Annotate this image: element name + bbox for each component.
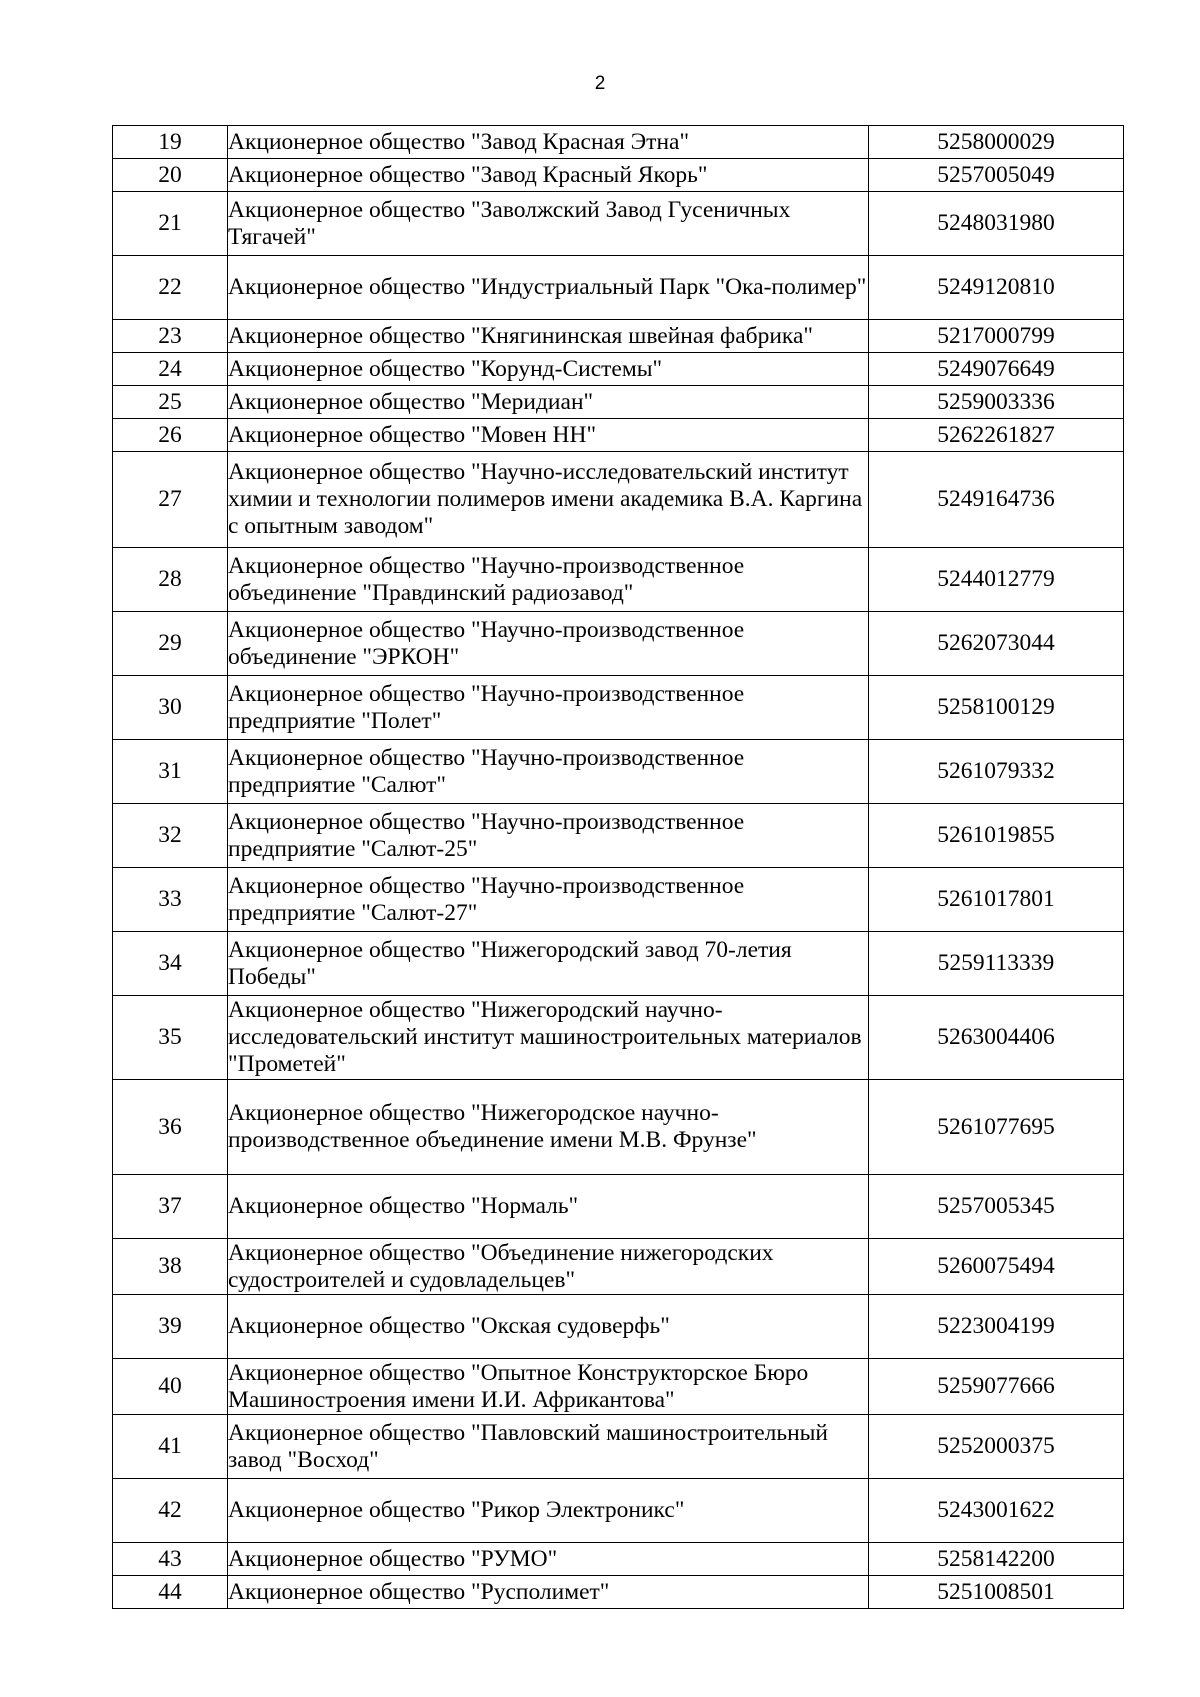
- organization-name-cell: Акционерное общество "Русполимет": [228, 1576, 869, 1609]
- row-number-cell: 37: [113, 1175, 228, 1239]
- table-row: [113, 740, 1124, 804]
- inn-cell: 5257005345: [869, 1175, 1124, 1239]
- inn-cell: 5258100129: [869, 676, 1124, 740]
- page-number: 2: [594, 73, 606, 94]
- organization-name-cell: Акционерное общество "Научно-производственное предприятие "Салют-27": [228, 868, 869, 932]
- table-row: [113, 126, 1124, 159]
- table-row: [113, 353, 1124, 386]
- inn-cell: 5249076649: [869, 353, 1124, 386]
- inn-cell: 5258000029: [869, 126, 1124, 159]
- row-number-cell: 35: [113, 996, 228, 1080]
- inn-cell: 5261077695: [869, 1080, 1124, 1175]
- row-number-cell: 27: [113, 452, 228, 548]
- inn-cell: 5223004199: [869, 1295, 1124, 1359]
- inn-cell: 5252000375: [869, 1415, 1124, 1479]
- table-row: [113, 1359, 1124, 1415]
- row-number-cell: 20: [113, 159, 228, 192]
- row-number-cell: 21: [113, 192, 228, 256]
- table-row: [113, 1543, 1124, 1576]
- table-row: [113, 1295, 1124, 1359]
- organization-name-cell: Акционерное общество "Мовен НН": [228, 419, 869, 452]
- inn-cell: 5259077666: [869, 1359, 1124, 1415]
- inn-cell: 5259003336: [869, 386, 1124, 419]
- table-row: [113, 159, 1124, 192]
- row-number-cell: 31: [113, 740, 228, 804]
- row-number-cell: 19: [113, 126, 228, 159]
- row-number-cell: 25: [113, 386, 228, 419]
- table-row: [113, 548, 1124, 612]
- row-number-cell: 34: [113, 932, 228, 996]
- inn-cell: 5243001622: [869, 1479, 1124, 1543]
- row-number-cell: 39: [113, 1295, 228, 1359]
- table-row: [113, 804, 1124, 868]
- table-row: [113, 1239, 1124, 1295]
- table-row: [113, 996, 1124, 1080]
- row-number-cell: 24: [113, 353, 228, 386]
- organization-name-cell: Акционерное общество "Научно-производственное объединение "ЭРКОН": [228, 612, 869, 676]
- table-row: [113, 386, 1124, 419]
- organization-name-cell: Акционерное общество "Нижегородское научно-производственное объединение имени М.В. Фрунзе": [228, 1080, 869, 1175]
- table-row: [113, 452, 1124, 548]
- organization-name-cell: Акционерное общество "Научно-производственное предприятие "Полет": [228, 676, 869, 740]
- inn-cell: 5249164736: [869, 452, 1124, 548]
- table-row: [113, 676, 1124, 740]
- row-number-cell: 36: [113, 1080, 228, 1175]
- organization-name-cell: Акционерное общество "Нижегородский завод 70-летия Победы": [228, 932, 869, 996]
- organization-name-cell: Акционерное общество "Научно-производственное предприятие "Салют-25": [228, 804, 869, 868]
- organization-name-cell: Акционерное общество "Корунд-Системы": [228, 353, 869, 386]
- table-row: [113, 320, 1124, 353]
- inn-cell: 5261017801: [869, 868, 1124, 932]
- row-number-cell: 22: [113, 256, 228, 320]
- inn-cell: 5263004406: [869, 996, 1124, 1080]
- inn-cell: 5244012779: [869, 548, 1124, 612]
- inn-cell: 5257005049: [869, 159, 1124, 192]
- row-number-cell: 30: [113, 676, 228, 740]
- row-number-cell: 41: [113, 1415, 228, 1479]
- organization-name-cell: Акционерное общество "Объединение нижегородских судостроителей и судовладельцев": [228, 1239, 869, 1295]
- organization-name-cell: Акционерное общество "Княгининская швейная фабрика": [228, 320, 869, 353]
- organization-name-cell: Акционерное общество "Научно-исследовательский институт химии и технологии полимеров имени академика В.А. Каргина с опытным заводом": [228, 452, 869, 548]
- organization-name-cell: Акционерное общество "Научно-производственное объединение "Правдинский радиозавод": [228, 548, 869, 612]
- organization-name-cell: Акционерное общество "Рикор Электроникс": [228, 1479, 869, 1543]
- table-row: [113, 932, 1124, 996]
- inn-cell: 5251008501: [869, 1576, 1124, 1609]
- organization-name-cell: Акционерное общество "Опытное Конструкторское Бюро Машиностроения имени И.И. Африкантова": [228, 1359, 869, 1415]
- organization-name-cell: Акционерное общество "РУМО": [228, 1543, 869, 1576]
- row-number-cell: 43: [113, 1543, 228, 1576]
- table-row: [113, 868, 1124, 932]
- table-row: [113, 1175, 1124, 1239]
- row-number-cell: 38: [113, 1239, 228, 1295]
- row-number-cell: 32: [113, 804, 228, 868]
- table-row: [113, 1080, 1124, 1175]
- row-number-cell: 29: [113, 612, 228, 676]
- row-number-cell: 33: [113, 868, 228, 932]
- organization-name-cell: Акционерное общество "Завод Красный Якорь": [228, 159, 869, 192]
- table-row: [113, 256, 1124, 320]
- table-row: [113, 1479, 1124, 1543]
- row-number-cell: 40: [113, 1359, 228, 1415]
- inn-cell: 5259113339: [869, 932, 1124, 996]
- row-number-cell: 26: [113, 419, 228, 452]
- inn-cell: 5262073044: [869, 612, 1124, 676]
- organization-name-cell: Акционерное общество "Научно-производственное предприятие "Салют": [228, 740, 869, 804]
- table-row: [113, 192, 1124, 256]
- inn-cell: 5217000799: [869, 320, 1124, 353]
- organization-name-cell: Акционерное общество "Индустриальный Парк "Ока-полимер": [228, 256, 869, 320]
- row-number-cell: 28: [113, 548, 228, 612]
- table-row: [113, 419, 1124, 452]
- organization-name-cell: Акционерное общество "Павловский машиностроительный завод "Восход": [228, 1415, 869, 1479]
- organization-name-cell: Акционерное общество "Окская судоверфь": [228, 1295, 869, 1359]
- inn-cell: 5248031980: [869, 192, 1124, 256]
- organization-name-cell: Акционерное общество "Нормаль": [228, 1175, 869, 1239]
- row-number-cell: 23: [113, 320, 228, 353]
- organization-name-cell: Акционерное общество "Заволжский Завод Гусеничных Тягачей": [228, 192, 869, 256]
- row-number-cell: 44: [113, 1576, 228, 1609]
- organization-name-cell: Акционерное общество "Нижегородский научно-исследовательский институт машиностроительных материалов "Прометей": [228, 996, 869, 1080]
- inn-cell: 5262261827: [869, 419, 1124, 452]
- inn-cell: 5258142200: [869, 1543, 1124, 1576]
- inn-cell: 5260075494: [869, 1239, 1124, 1295]
- row-number-cell: 42: [113, 1479, 228, 1543]
- organization-name-cell: Акционерное общество "Завод Красная Этна": [228, 126, 869, 159]
- inn-cell: 5261079332: [869, 740, 1124, 804]
- organizations-table: [112, 125, 1124, 1609]
- table-row: [113, 1576, 1124, 1609]
- organization-name-cell: Акционерное общество "Меридиан": [228, 386, 869, 419]
- table-row: [113, 1415, 1124, 1479]
- inn-cell: 5261019855: [869, 804, 1124, 868]
- table-body: [113, 126, 1124, 1609]
- inn-cell: 5249120810: [869, 256, 1124, 320]
- table-row: [113, 612, 1124, 676]
